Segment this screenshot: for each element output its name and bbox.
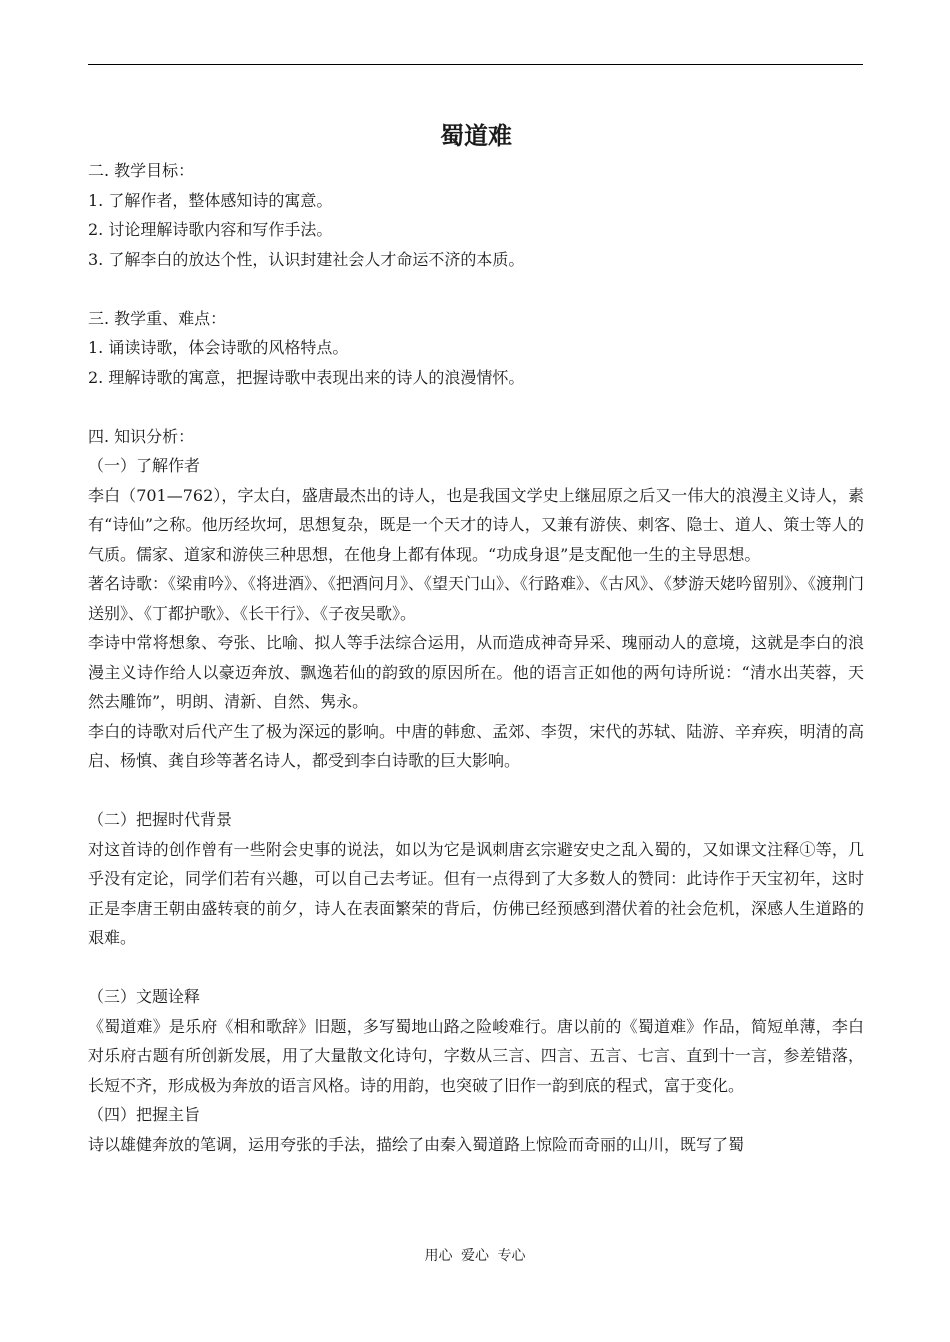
page-footer: 用心 爱心 专心 [424,1248,526,1264]
section-knowledge-analysis [88,422,864,1160]
section-teaching-goals [88,156,864,274]
subsection-heading: （三）文题诠释 [88,987,201,1006]
paragraph: 《蜀道难》是乐府《相和歌辞》旧题，多写蜀地山路之险峻难行。唐以前的《蜀道难》作品，简短单薄，李白对乐府古题有所创新发展，用了大量散文化诗句，字数从三言、四言、五言、七言、直到十一言，参差错落，长短不齐，形成极为奔放的语言风格。诗的用韵，也突破了旧作一韵到底的程式，富于变化。 [88,1016,864,1095]
header-rule [88,64,863,65]
paragraph: 李诗中常将想象、夸张、比喻、拟人等手法综合运用，从而造成神奇异采、瑰丽动人的意境，这就是李白的浪漫主义诗作给人以豪迈奔放、飘逸若仙的韵致的原因所在。他的语言正如他的两句诗所说：“清水出芙蓉，天然去雕饰”，明朗、清新、自然、隽永。 [88,633,864,711]
spacer [88,274,864,304]
section-heading: 三. 教学重、难点： [88,308,227,328]
spacer [88,776,864,806]
document-body [88,116,864,1159]
paragraph: 李白的诗歌对后代产生了极为深远的影响。中唐的韩愈、孟郊、李贺，宋代的苏轼、陆游、辛弃疾，明清的高启、杨慎、龚自珍等著名诗人，都受到李白诗歌的巨大影响。 [88,721,864,770]
subsection-heading: （一）了解作者 [88,456,201,475]
spacer [88,392,864,422]
paragraph: 对这首诗的创作曾有一些附会史事的说法，如以为它是讽刺唐玄宗避安史之乱入蜀的，又如课文注释①等，几乎没有定论，同学们若有兴趣，可以自己去考证。但有一点得到了大多数人的赞同：此诗作于天宝初年，这时正是李唐王朝由盛转衰的前夕，诗人在表面繁荣的背后，仿佛已经预感到潜伏着的社会危机，深感人生道路的艰难。 [88,839,864,947]
list-item: 1. 诵读诗歌，体会诗歌的风格特点。 [88,338,349,357]
subsection-heading: （二）把握时代背景 [88,810,233,829]
list-item: 2. 讨论理解诗歌内容和写作手法。 [88,220,333,239]
list-item: 3. 了解李白的放达个性，认识封建社会人才命运不济的本质。 [88,249,525,269]
paragraph: 著名诗歌：《梁甫吟》、《将进酒》、《把酒问月》、《望天门山》、《行路难》、《古风》、《梦游天姥吟留别》、《渡荆门送别》、《丁都护歌》、《长干行》、《子夜吴歌》。 [88,574,865,623]
section-key-points [88,304,864,393]
section-heading: 二. 教学目标： [88,161,195,180]
paragraph: 诗以雄健奔放的笔调，运用夸张的手法，描绘了由秦入蜀道路上惊险而奇丽的山川，既写了蜀 [88,1134,745,1154]
page-title: 蜀道难 [440,121,512,150]
section-heading: 四. 知识分析： [88,426,195,446]
subsection-heading: （四）把握主旨 [88,1105,201,1124]
spacer [88,953,864,983]
list-item: 2. 理解诗歌的寓意，把握诗歌中表现出来的诗人的浪漫情怀。 [88,367,525,387]
list-item: 1. 了解作者，整体感知诗的寓意。 [88,190,333,210]
paragraph: 李白（701—762），字太白，盛唐最杰出的诗人，也是我国文学史上继屈原之后又一伟大的浪漫主义诗人，素有“诗仙”之称。他历经坎坷，思想复杂，既是一个天才的诗人，又兼有游侠、刺客、隐士、道人、策士等人的气质。儒家、道家和游侠三种思想，在他身上都有体现。“功成身退”是支配他一生的主导思想。 [88,485,864,564]
